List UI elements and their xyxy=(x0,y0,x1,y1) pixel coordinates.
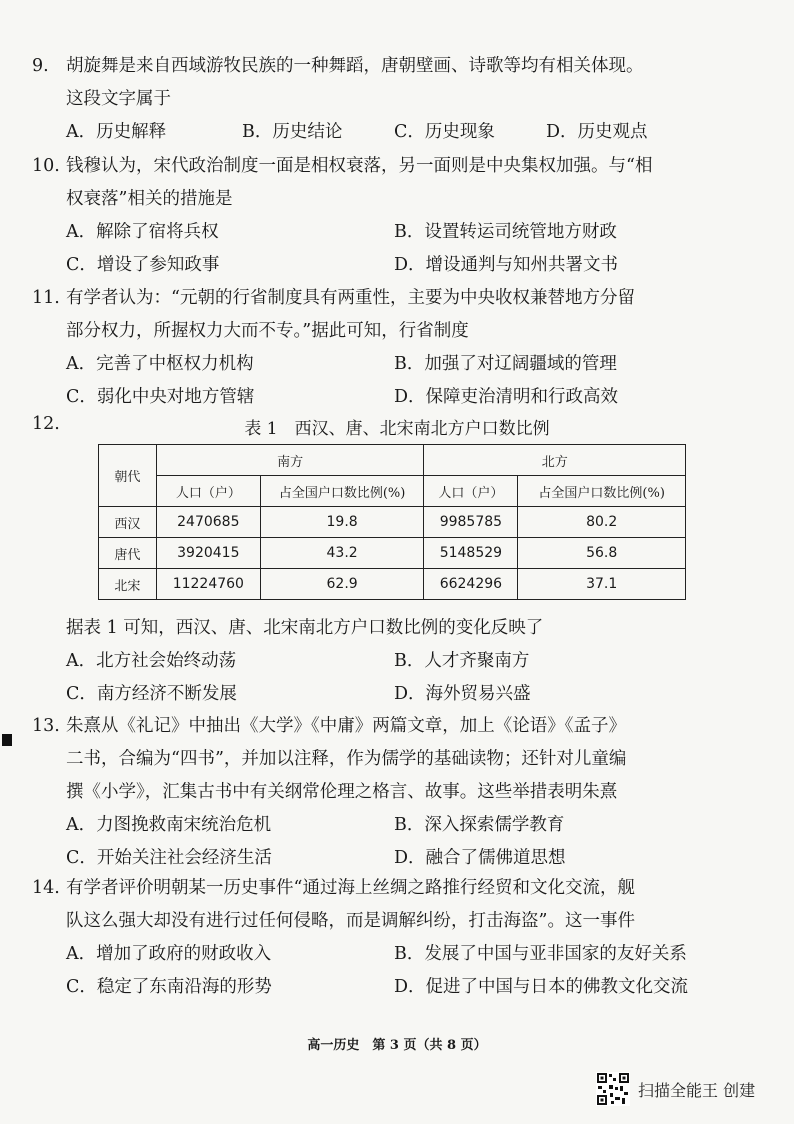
header-north: 北方 xyxy=(424,445,686,476)
option-d: D．增设通判与知州共署文书 xyxy=(394,255,619,275)
scanner-label: 扫描全能王 创建 xyxy=(638,1080,756,1100)
question-14 xyxy=(32,872,726,1004)
header-north-pop: 人口（户） xyxy=(424,476,518,507)
north-pop-cell: 5148529 xyxy=(424,538,518,569)
option-d: D．促进了中国与日本的佛教文化交流 xyxy=(394,977,689,997)
option-b: B．人才齐聚南方 xyxy=(394,651,530,671)
question-text-line: 部分权力，所握权力大而不专。”据此可知，行省制度 xyxy=(66,321,469,341)
question-text-line: 有学者评价明朝某一历史事件“通过海上丝绸之路推行经贸和文化交流，舰 xyxy=(66,878,635,898)
south-pop-cell: 2470685 xyxy=(156,507,260,538)
option-a: A．历史解释 xyxy=(66,122,167,142)
options-row xyxy=(66,809,726,842)
options-row xyxy=(66,249,726,282)
table-title: 表 1 西汉、唐、北宋南北方户口数比例 xyxy=(244,419,550,439)
option-c: C．稳定了东南沿海的形势 xyxy=(66,977,272,997)
options-row xyxy=(66,348,726,381)
question-number: 11. xyxy=(32,288,60,308)
option-a: A．解除了宿将兵权 xyxy=(66,222,219,242)
header-north-ratio: 占全国户口数比例(%) xyxy=(518,476,686,507)
question-text-line: 撰《小学》，汇集古书中有关纲常伦理之格言、故事。这些举措表明朱熹 xyxy=(66,782,618,802)
option-b: B．设置转运司统管地方财政 xyxy=(394,222,617,242)
header-south: 南方 xyxy=(156,445,424,476)
question-text-line: 胡旋舞是来自西域游牧民族的一种舞蹈，唐朝壁画、诗歌等均有相关体现。 xyxy=(66,56,644,76)
option-b: B．深入探索儒学教育 xyxy=(394,815,565,835)
option-a: A．增加了政府的财政收入 xyxy=(66,944,272,964)
scan-margin-mark xyxy=(2,734,12,746)
question-9 xyxy=(32,50,726,149)
table-corner: 朝代 xyxy=(99,445,157,507)
south-ratio-cell: 43.2 xyxy=(260,538,424,569)
question-text-line: 这段文字属于 xyxy=(66,89,171,109)
page-footer: 高一历史 第 3 页（共 8 页） xyxy=(307,1038,487,1053)
option-c: C．弱化中央对地方管辖 xyxy=(66,387,255,407)
north-ratio-cell: 37.1 xyxy=(518,569,686,600)
north-ratio-cell: 80.2 xyxy=(518,507,686,538)
qr-code-icon xyxy=(596,1072,630,1106)
question-text-line: 权衰落”相关的措施是 xyxy=(66,189,233,209)
option-c: C．历史现象 xyxy=(394,122,495,142)
header-south-pop: 人口（户） xyxy=(156,476,260,507)
population-table xyxy=(98,444,686,600)
table-row xyxy=(99,569,686,600)
question-text-line: 据表 1 可知，西汉、唐、北宋南北方户口数比例的变化反映了 xyxy=(66,618,544,638)
option-d: D．融合了儒佛道思想 xyxy=(394,848,566,868)
question-text-line: 二书，合编为“四书”，并加以注释，作为儒学的基础读物；还针对儿童编 xyxy=(66,749,627,769)
question-13 xyxy=(32,710,726,875)
header-south-ratio: 占全国户口数比例(%) xyxy=(260,476,424,507)
option-b: B．发展了中国与亚非国家的友好关系 xyxy=(394,944,687,964)
dynasty-cell: 西汉 xyxy=(99,507,157,538)
scanner-watermark xyxy=(596,1072,755,1106)
options-row xyxy=(66,116,726,149)
options-row xyxy=(66,971,726,1004)
table-row xyxy=(99,507,686,538)
question-number: 13. xyxy=(32,716,60,736)
option-c: C．增设了参知政事 xyxy=(66,255,220,275)
option-a: A．完善了中枢权力机构 xyxy=(66,354,254,374)
north-pop-cell: 6624296 xyxy=(424,569,518,600)
options-row xyxy=(66,645,726,678)
question-11 xyxy=(32,282,726,414)
option-b: B．加强了对辽阔疆域的管理 xyxy=(394,354,617,374)
option-d: D．历史观点 xyxy=(546,122,648,142)
question-number: 14. xyxy=(32,878,60,898)
question-text-line: 有学者认为：“元朝的行省制度具有两重性，主要为中央收权兼替地方分留 xyxy=(66,288,635,308)
question-10 xyxy=(32,150,726,282)
south-pop-cell: 11224760 xyxy=(156,569,260,600)
option-d: D．保障吏治清明和行政高效 xyxy=(394,387,619,407)
north-ratio-cell: 56.8 xyxy=(518,538,686,569)
north-pop-cell: 9985785 xyxy=(424,507,518,538)
options-row xyxy=(66,842,726,875)
question-number: 12. xyxy=(32,414,60,434)
options-row xyxy=(66,678,726,711)
question-text-line: 钱穆认为，宋代政治制度一面是相权衰落，另一面则是中央集权加强。与“相 xyxy=(66,156,653,176)
option-c: C．开始关注社会经济生活 xyxy=(66,848,272,868)
question-text-line: 队这么强大却没有进行过任何侵略，而是调解纠纷，打击海盗”。这一事件 xyxy=(66,911,635,931)
option-d: D．海外贸易兴盛 xyxy=(394,684,531,704)
option-c: C．南方经济不断发展 xyxy=(66,684,237,704)
question-12-stem xyxy=(66,612,726,711)
south-ratio-cell: 62.9 xyxy=(260,569,424,600)
options-row xyxy=(66,216,726,249)
question-number: 9. xyxy=(32,56,49,76)
table-row xyxy=(99,538,686,569)
options-row xyxy=(66,381,726,414)
option-a: A．北方社会始终动荡 xyxy=(66,651,237,671)
dynasty-cell: 唐代 xyxy=(99,538,157,569)
south-ratio-cell: 19.8 xyxy=(260,507,424,538)
option-b: B．历史结论 xyxy=(242,122,343,142)
dynasty-cell: 北宋 xyxy=(99,569,157,600)
option-a: A．力图挽救南宋统治危机 xyxy=(66,815,272,835)
question-text-line: 朱熹从《礼记》中抽出《大学》《中庸》两篇文章，加上《论语》《孟子》 xyxy=(66,716,626,736)
south-pop-cell: 3920415 xyxy=(156,538,260,569)
options-row xyxy=(66,938,726,971)
question-number: 10. xyxy=(32,156,60,176)
